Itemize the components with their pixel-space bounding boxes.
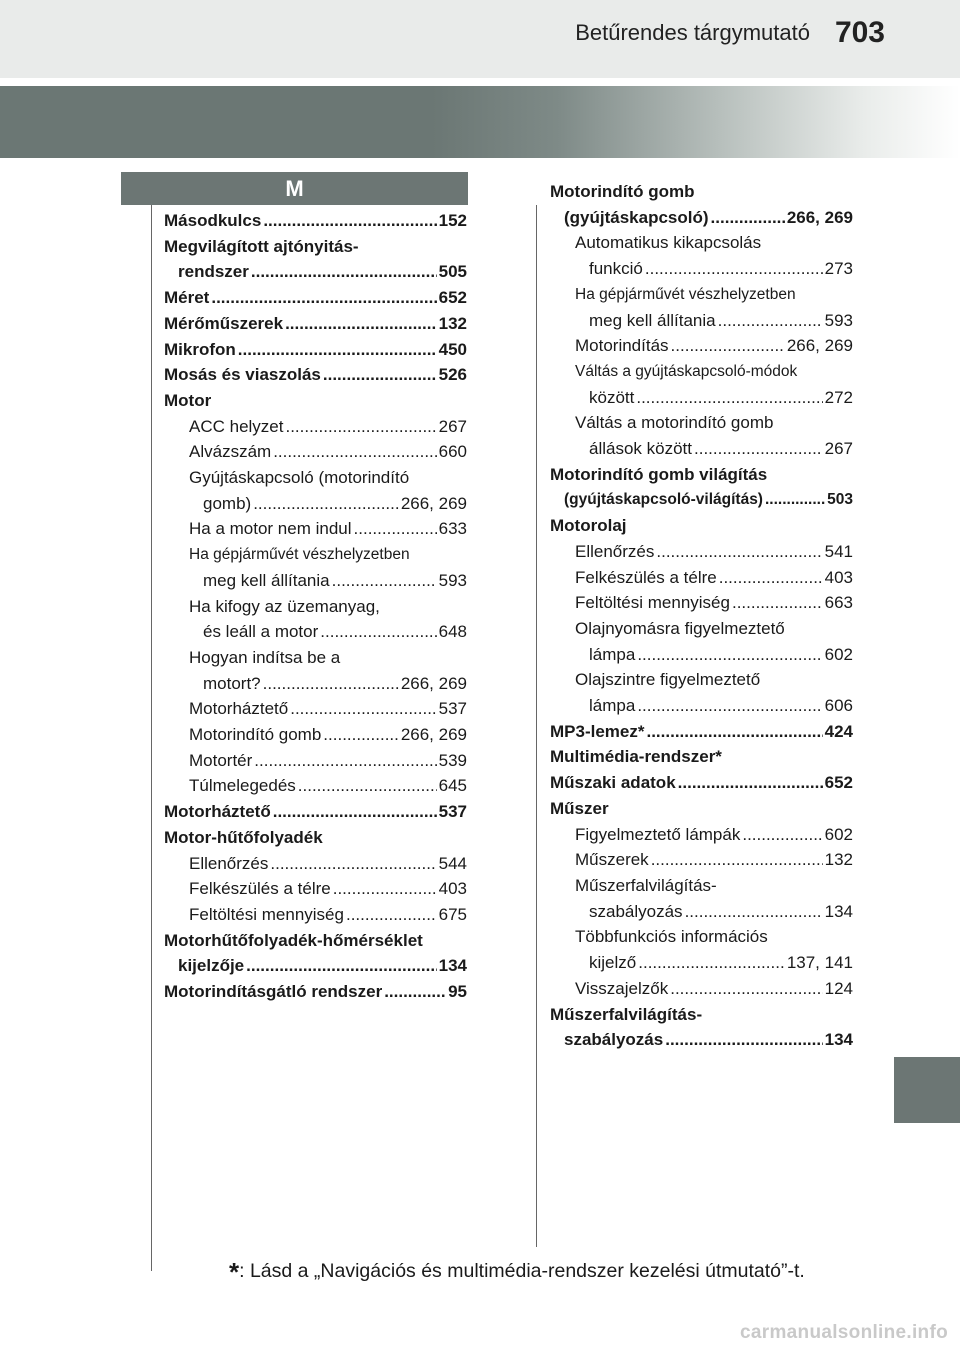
dot-leader bbox=[718, 308, 823, 334]
entry-page-ref: 124 bbox=[824, 978, 853, 998]
dot-leader bbox=[251, 259, 437, 285]
index-entry bbox=[164, 516, 467, 542]
entry-page-ref: 152 bbox=[438, 211, 467, 230]
index-entry-heading: Váltás a gyújtáskapcsoló-módok bbox=[575, 362, 798, 380]
entry-page-ref: 675 bbox=[438, 904, 467, 924]
index-entry bbox=[550, 847, 853, 873]
entry-term: Alvázszám bbox=[189, 442, 272, 462]
index-entry-heading: Motorindító gomb bbox=[550, 182, 695, 201]
entry-term: Mikrofon bbox=[164, 339, 236, 359]
index-entry bbox=[550, 693, 853, 719]
entry-page-ref: 660 bbox=[438, 442, 467, 462]
entry-page-ref: 652 bbox=[824, 773, 853, 793]
entry-term: szabályozás bbox=[589, 901, 683, 921]
dot-leader bbox=[711, 205, 785, 231]
index-column-right bbox=[550, 179, 853, 1053]
entry-page-ref: 503 bbox=[827, 491, 853, 509]
index-entry-heading: Váltás a motorindító gomb bbox=[575, 413, 774, 433]
dot-leader bbox=[270, 851, 436, 877]
index-entry bbox=[164, 285, 467, 311]
entry-page-ref: 273 bbox=[824, 259, 853, 279]
entry-page-ref: 652 bbox=[438, 288, 467, 308]
dot-leader bbox=[670, 976, 822, 1002]
index-entry-heading: Motor bbox=[164, 390, 212, 410]
entry-page-ref: 450 bbox=[438, 339, 467, 359]
entry-page-ref: 663 bbox=[824, 593, 853, 613]
index-entry bbox=[550, 539, 853, 565]
index-entry-heading: Multimédia-rendszer* bbox=[550, 747, 722, 767]
column-rule-left bbox=[151, 205, 152, 1271]
index-entry-heading: Ha gépjárművét vészhelyzetben bbox=[189, 546, 410, 564]
index-entry-heading: Megvilágított ajtónyitás- bbox=[164, 236, 359, 256]
entry-term: Figyelmeztető lámpák bbox=[575, 824, 741, 844]
index-entry bbox=[550, 950, 853, 976]
index-entry bbox=[550, 770, 853, 796]
index-entry bbox=[550, 976, 853, 1002]
dot-leader bbox=[273, 439, 436, 465]
entry-term: funkció bbox=[589, 259, 643, 279]
entry-page-ref: 602 bbox=[824, 644, 853, 664]
footnote-text: : Lásd a „Navigációs és multimédia-rendszer kezelési útmutató”-t. bbox=[239, 1260, 805, 1282]
entry-term: Ha a motor nem indul bbox=[189, 519, 352, 539]
dot-leader bbox=[273, 799, 437, 825]
index-entry bbox=[164, 491, 467, 517]
dot-leader bbox=[333, 876, 437, 902]
dot-leader bbox=[694, 436, 823, 462]
watermark: carmanualsonline.info bbox=[740, 1322, 948, 1343]
index-entry bbox=[164, 671, 467, 697]
entry-term: állások között bbox=[589, 439, 692, 459]
index-entry bbox=[164, 311, 467, 337]
entry-page-ref: 537 bbox=[438, 802, 467, 822]
footnote bbox=[229, 1257, 805, 1288]
entry-term: kijelzője bbox=[178, 956, 245, 976]
index-entry bbox=[164, 953, 467, 979]
index-entry bbox=[164, 568, 467, 594]
entry-page-ref: 645 bbox=[438, 776, 467, 796]
header-strip bbox=[0, 0, 960, 78]
entry-page-ref: 424 bbox=[824, 721, 853, 741]
entry-term: Műszerek bbox=[575, 850, 649, 870]
thumb-index-tab bbox=[894, 1057, 960, 1123]
index-entry bbox=[550, 256, 853, 282]
index-entry bbox=[164, 851, 467, 877]
index-entry bbox=[550, 642, 853, 668]
dot-leader bbox=[638, 950, 785, 976]
dot-leader bbox=[765, 487, 825, 513]
index-entry bbox=[164, 414, 467, 440]
dot-leader bbox=[665, 1027, 822, 1053]
dot-leader bbox=[346, 902, 437, 928]
entry-term: motort? bbox=[203, 673, 261, 693]
entry-page-ref: 648 bbox=[438, 622, 467, 642]
index-entry-heading: Műszerfalvilágítás- bbox=[575, 875, 717, 895]
dot-leader bbox=[285, 414, 436, 440]
dot-leader bbox=[263, 208, 436, 234]
entry-term: (gyújtáskapcsoló) bbox=[564, 207, 709, 227]
dot-leader bbox=[354, 516, 437, 542]
entry-term: rendszer bbox=[178, 262, 249, 282]
index-entry bbox=[164, 259, 467, 285]
entry-term: meg kell állítania bbox=[203, 570, 330, 590]
entry-term: Mérőműszerek bbox=[164, 313, 284, 333]
entry-page-ref: 633 bbox=[438, 519, 467, 539]
dot-leader bbox=[656, 539, 822, 565]
dot-leader bbox=[651, 847, 823, 873]
header-banner bbox=[0, 86, 960, 158]
entry-term: kijelző bbox=[589, 953, 637, 973]
dot-leader bbox=[323, 722, 399, 748]
index-entry-heading: Műszer bbox=[550, 798, 609, 818]
entry-term: ACC helyzet bbox=[189, 416, 284, 436]
entry-page-ref: 272 bbox=[824, 387, 853, 407]
index-entry-heading: Ha kifogy az üzemanyag, bbox=[189, 596, 380, 616]
entry-page-ref: 541 bbox=[824, 541, 853, 561]
entry-term: Motorháztető bbox=[189, 699, 289, 719]
running-header-title: Betűrendes tárgymutató bbox=[575, 20, 810, 45]
index-entry bbox=[550, 1027, 853, 1053]
entry-term: Mosás és viaszolás bbox=[164, 365, 321, 385]
index-entry bbox=[550, 308, 853, 334]
entry-term: Ellenőrzés bbox=[575, 541, 655, 561]
footnote-asterisk: * bbox=[229, 1257, 240, 1287]
index-entry bbox=[550, 205, 853, 231]
entry-term: lámpa bbox=[589, 644, 636, 664]
dot-leader bbox=[254, 748, 436, 774]
index-entry bbox=[550, 385, 853, 411]
entry-term: Motorháztető bbox=[164, 802, 271, 822]
dot-leader bbox=[290, 696, 436, 722]
dot-leader bbox=[320, 619, 436, 645]
index-entry-heading: Többfunkciós információs bbox=[575, 927, 768, 947]
index-entry bbox=[550, 487, 853, 513]
index-entry bbox=[550, 436, 853, 462]
index-entry bbox=[550, 822, 853, 848]
index-entry-heading: Gyújtáskapcsoló (motorindító bbox=[189, 468, 410, 488]
entry-term: Műszaki adatok bbox=[550, 773, 676, 793]
entry-term: Motorindítás bbox=[575, 336, 669, 356]
entry-page-ref: 132 bbox=[824, 850, 853, 870]
index-entry bbox=[164, 876, 467, 902]
index-entry bbox=[550, 899, 853, 925]
index-entry bbox=[164, 362, 467, 388]
index-entry-heading: Olajnyomásra figyelmeztető bbox=[575, 618, 785, 638]
dot-leader bbox=[238, 337, 437, 363]
entry-page-ref: 593 bbox=[824, 310, 853, 330]
index-entry bbox=[164, 902, 467, 928]
index-entry bbox=[164, 979, 467, 1005]
index-entry-heading: Olajszintre figyelmeztető bbox=[575, 670, 761, 690]
entry-page-ref: 266, 269 bbox=[786, 336, 853, 356]
index-entry bbox=[550, 565, 853, 591]
entry-page-ref: 266, 269 bbox=[400, 725, 467, 745]
entry-page-ref: 505 bbox=[438, 262, 467, 282]
dot-leader bbox=[384, 979, 446, 1005]
index-entry bbox=[550, 590, 853, 616]
entry-page-ref: 544 bbox=[438, 853, 467, 873]
entry-term: meg kell állítania bbox=[589, 310, 716, 330]
entry-term: Másodkulcs bbox=[164, 211, 262, 230]
entry-page-ref: 134 bbox=[438, 956, 467, 976]
index-column-left bbox=[164, 208, 467, 1005]
index-entry-heading: Motor-hűtőfolyadék bbox=[164, 827, 323, 847]
entry-term: Ellenőrzés bbox=[189, 853, 269, 873]
entry-page-ref: 403 bbox=[438, 879, 467, 899]
index-entry bbox=[164, 799, 467, 825]
entry-page-ref: 267 bbox=[438, 416, 467, 436]
entry-page-ref: 95 bbox=[448, 982, 467, 1002]
entry-term: lámpa bbox=[589, 696, 636, 716]
dot-leader bbox=[719, 565, 823, 591]
entry-page-ref: 134 bbox=[824, 901, 853, 921]
index-entry bbox=[550, 719, 853, 745]
entry-page-ref: 602 bbox=[824, 824, 853, 844]
entry-page-ref: 606 bbox=[824, 696, 853, 716]
index-entry-heading: Motorindító gomb világítás bbox=[550, 464, 768, 484]
dot-leader bbox=[285, 311, 437, 337]
entry-term: MP3-lemez* bbox=[550, 721, 645, 741]
dot-leader bbox=[332, 568, 437, 594]
entry-term: Motorindító gomb bbox=[189, 725, 322, 745]
dot-leader bbox=[323, 362, 437, 388]
dot-leader bbox=[246, 953, 436, 979]
dot-leader bbox=[732, 590, 823, 616]
dot-leader bbox=[685, 899, 823, 925]
index-entry-heading: Motorolaj bbox=[550, 516, 627, 536]
entry-term: Motorindításgátló rendszer bbox=[164, 982, 383, 1002]
entry-term: Felkészülés a télre bbox=[189, 879, 331, 899]
entry-page-ref: 537 bbox=[438, 699, 467, 719]
index-entry bbox=[164, 337, 467, 363]
page-number: 703 bbox=[834, 16, 885, 49]
entry-page-ref: 266, 269 bbox=[400, 673, 467, 693]
entry-page-ref: 593 bbox=[438, 570, 467, 590]
dot-leader bbox=[742, 822, 822, 848]
index-entry bbox=[164, 696, 467, 722]
entry-page-ref: 267 bbox=[824, 439, 853, 459]
index-entry bbox=[164, 748, 467, 774]
index-entry-heading: Automatikus kikapcsolás bbox=[575, 233, 762, 253]
index-entry bbox=[164, 208, 467, 234]
entry-term: és leáll a motor bbox=[203, 622, 319, 642]
index-entry bbox=[164, 722, 467, 748]
index-entry-heading: Motorhűtőfolyadék-hőmérséklet bbox=[164, 930, 423, 950]
section-letter: M bbox=[121, 172, 468, 205]
dot-leader bbox=[646, 719, 822, 745]
index-entry bbox=[164, 619, 467, 645]
entry-term: Motortér bbox=[189, 750, 253, 770]
entry-term: Túlmelegedés bbox=[189, 776, 296, 796]
index-entry-heading: Hogyan indítsa be a bbox=[189, 647, 341, 667]
dot-leader bbox=[263, 671, 399, 697]
entry-term: között bbox=[589, 387, 635, 407]
column-rule-middle bbox=[536, 205, 537, 1247]
dot-leader bbox=[253, 491, 399, 517]
entry-term: szabályozás bbox=[564, 1030, 664, 1050]
entry-term: Feltöltési mennyiség bbox=[189, 904, 344, 924]
entry-term: Felkészülés a télre bbox=[575, 567, 717, 587]
dot-leader bbox=[637, 693, 822, 719]
index-entry-heading: Műszerfalvilágítás- bbox=[550, 1004, 703, 1024]
entry-term: (gyújtáskapcsoló-világítás) bbox=[564, 491, 763, 509]
index-entry bbox=[550, 333, 853, 359]
index-entry bbox=[164, 773, 467, 799]
entry-page-ref: 403 bbox=[824, 567, 853, 587]
dot-leader bbox=[636, 385, 822, 411]
entry-term: Visszajelzők bbox=[575, 978, 669, 998]
dot-leader bbox=[645, 256, 823, 282]
dot-leader bbox=[298, 773, 437, 799]
entry-page-ref: 132 bbox=[438, 313, 467, 333]
dot-leader bbox=[211, 285, 436, 311]
index-entry-heading: Ha gépjárművét vészhelyzetben bbox=[575, 285, 796, 303]
entry-term: Méret bbox=[164, 288, 210, 308]
dot-leader bbox=[671, 333, 785, 359]
entry-page-ref: 539 bbox=[438, 750, 467, 770]
entry-page-ref: 134 bbox=[824, 1030, 853, 1050]
entry-page-ref: 266, 269 bbox=[400, 493, 467, 513]
dot-leader bbox=[678, 770, 823, 796]
entry-page-ref: 266, 269 bbox=[786, 207, 853, 227]
index-entry bbox=[164, 439, 467, 465]
entry-page-ref: 526 bbox=[438, 365, 467, 385]
entry-term: gomb) bbox=[203, 493, 252, 513]
dot-leader bbox=[637, 642, 822, 668]
entry-term: Feltöltési mennyiség bbox=[575, 593, 730, 613]
entry-page-ref: 137, 141 bbox=[786, 953, 853, 973]
